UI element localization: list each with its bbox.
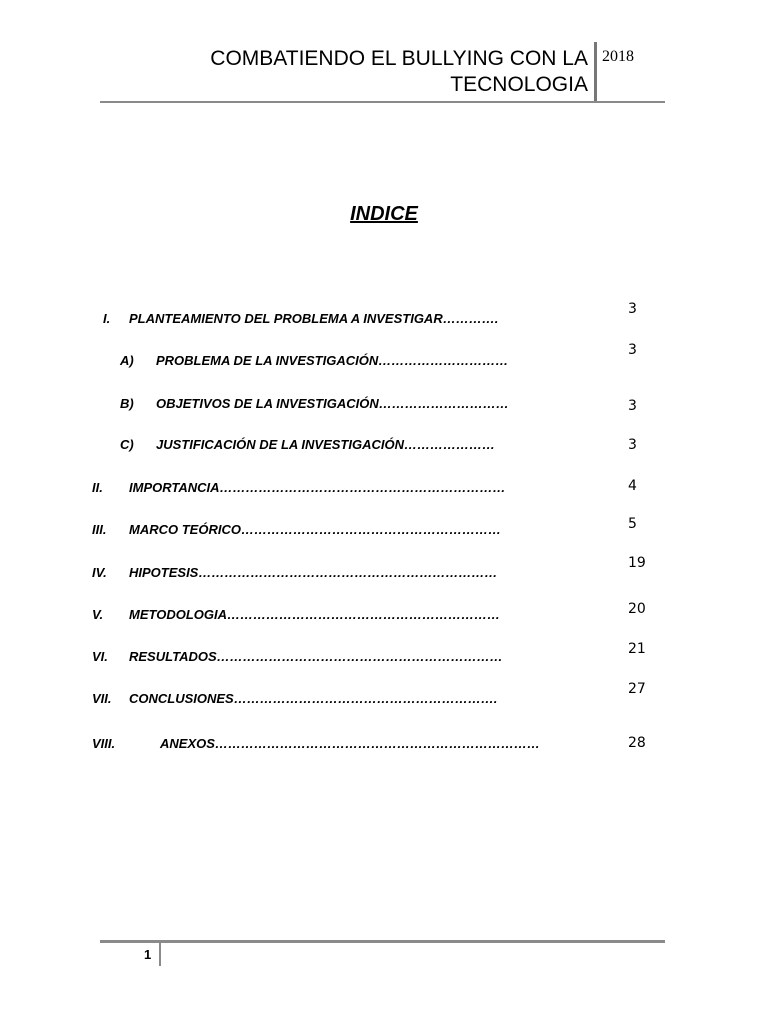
toc-entry-number: C) — [120, 437, 134, 452]
toc-entry-number: A) — [120, 353, 134, 368]
toc-entry-title: MARCO TEÓRICO…………………………………………………… — [129, 522, 501, 537]
footer-page-number: 1 — [144, 947, 152, 962]
toc-entry-title: PROBLEMA DE LA INVESTIGACIÓN………………………… — [156, 353, 509, 368]
toc-entry-page: 3 — [628, 342, 637, 358]
toc-entry-page: 3 — [628, 301, 637, 317]
toc-entry-number: B) — [120, 396, 134, 411]
header-divider — [594, 42, 597, 102]
header-title-line1: COMBATIENDO EL BULLYING CON LA — [210, 47, 588, 70]
index-title: INDICE — [350, 203, 418, 225]
header-rule — [100, 101, 665, 103]
toc-entry-page: 28 — [628, 735, 646, 751]
toc-entry-page: 3 — [628, 437, 637, 453]
toc-entry-page: 20 — [628, 601, 646, 617]
toc-entry-number: VI. — [92, 649, 108, 664]
toc-entry-title: HIPOTESIS…………………………………………………………… — [129, 565, 498, 580]
header-title — [210, 46, 588, 98]
toc-entry-title: CONCLUSIONES……………………………………………………. — [129, 691, 498, 706]
toc-entry-page: 5 — [628, 516, 637, 532]
toc-entry-title: METODOLOGIA……………………………………………………… — [129, 607, 500, 622]
toc-entry-page: 21 — [628, 641, 646, 657]
footer-rule — [100, 940, 665, 943]
toc-entry-title: PLANTEAMIENTO DEL PROBLEMA A INVESTIGAR…………. — [129, 311, 499, 326]
toc-entry-page: 27 — [628, 681, 646, 697]
toc-entry-number: III. — [92, 522, 107, 537]
footer-divider — [159, 942, 161, 966]
toc-entry-number: VII. — [92, 691, 112, 706]
toc-entry-page: 4 — [628, 478, 637, 494]
toc-entry-title: ANEXOS………………………………………………………………… — [160, 736, 540, 751]
header-title-line2: TECNOLOGIA — [450, 73, 588, 96]
toc-entry-page: 19 — [628, 555, 646, 571]
header-year: 2018 — [602, 48, 634, 65]
toc-entry-page: 3 — [628, 398, 637, 414]
toc-entry-title: IMPORTANCIA………………………………………………………… — [129, 480, 506, 495]
toc-entry-title: RESULTADOS………………………………………………………… — [129, 649, 503, 664]
toc-entry-number: IV. — [92, 565, 107, 580]
toc-entry-title: OBJETIVOS DE LA INVESTIGACIÓN………………………… — [156, 396, 509, 411]
toc-entry-number: VIII. — [92, 736, 116, 751]
toc-entry-number: II. — [92, 480, 103, 495]
toc-entry-number: V. — [92, 607, 104, 622]
toc-entry-title: JUSTIFICACIÓN DE LA INVESTIGACIÓN………………… — [156, 437, 495, 452]
toc-entry-number: I. — [103, 311, 111, 326]
